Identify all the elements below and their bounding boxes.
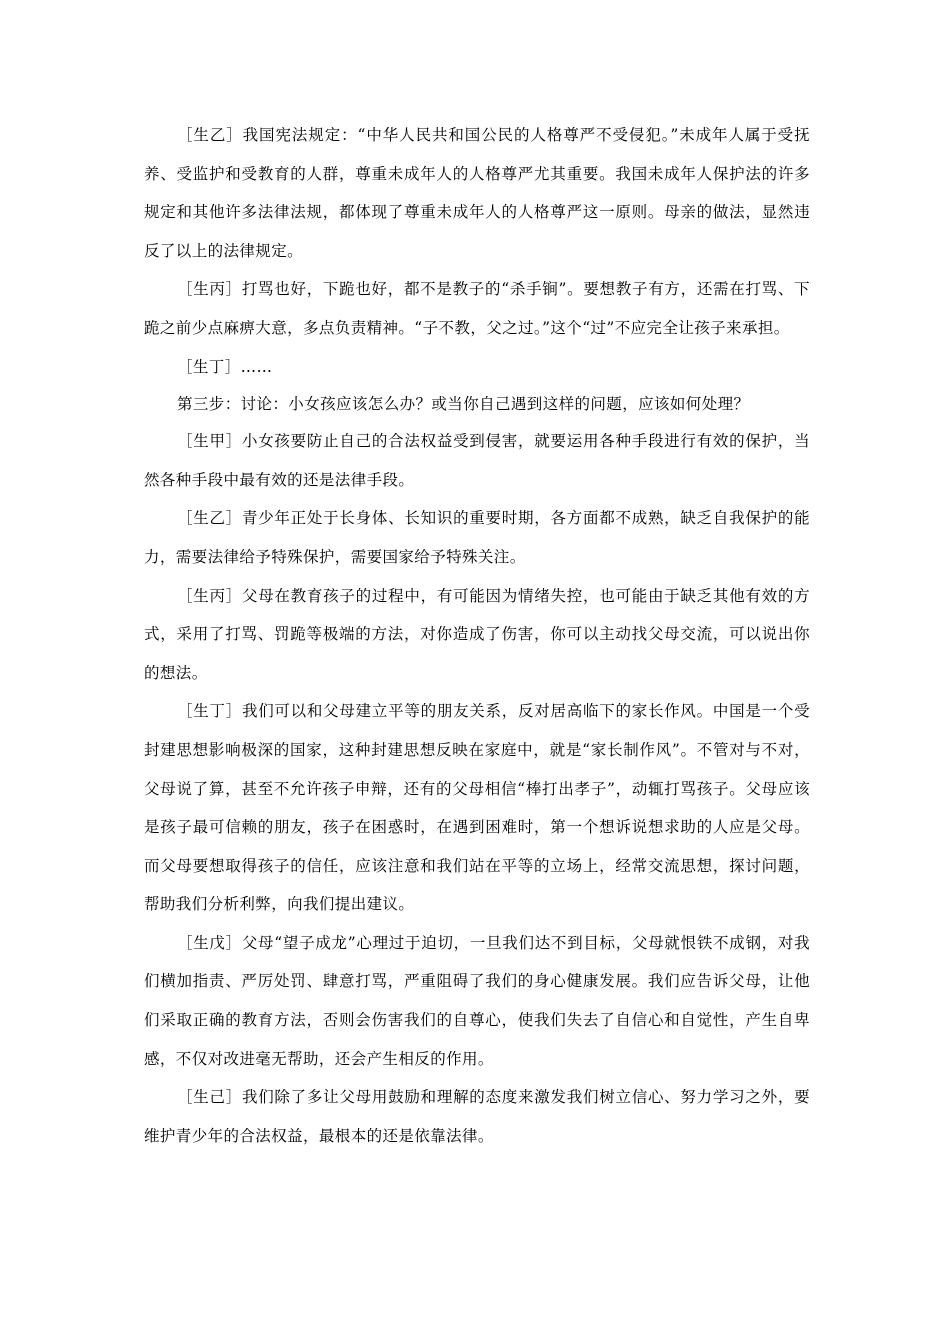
paragraph-sheng-yi-1: ［生乙］我国宪法规定：“中华人民共和国公民的人格尊严不受侵犯。”未成年人属于受抚养、受监护和受教育的人群，尊重未成年人的人格尊严尤其重要。我国未成年人保护法的许多规定和其他许多法律法规，都体现了尊重未成年人的人格尊严这一原则。母亲的做法，显然违反了以上的法律规定。	[144, 126, 810, 260]
paragraph-sheng-ding-1: ［生丁］……	[177, 357, 273, 376]
paragraph-sheng-bing-1: ［生丙］打骂也好，下跪也好，都不是教子的“杀手锏”。要想教子有方，还需在打骂、下跪之前少点麻痹大意，多点负责精神。“子不教，父之过。”这个“过”不应完全让孩子来承担。	[144, 280, 810, 337]
paragraph-sheng-bing-2: ［生丙］父母在教育孩子的过程中，有可能因为情绪失控，也可能由于缺乏其他有效的方式，采用了打骂、罚跪等极端的方法，对你造成了伤害，你可以主动找父母交流，可以说出你的想法。	[144, 586, 810, 682]
paragraph-sheng-wu: ［生戊］父母“望子成龙”心理过于迫切，一旦我们达不到目标，父母就恨铁不成钢，对我们横加指责、严厉处罚、肆意打骂，严重阻碍了我们的身心健康发展。我们应告诉父母，让他们采取正确的教育方法，否则会伤害我们的自尊心，使我们失去了自信心和自觉性，产生自卑感，不仅对改进毫无帮助，还会产生相反的作用。	[144, 933, 810, 1068]
document-body	[144, 116, 810, 1155]
paragraph-step-three: 第三步：讨论：小女孩应该怎么办？或当你自己遇到这样的问题，应该如何处理？	[177, 395, 750, 414]
paragraph-sheng-jia: ［生甲］小女孩要防止自己的合法权益受到侵害，就要运用各种手段进行有效的保护，当然各种手段中最有效的还是法律手段。	[144, 432, 810, 489]
paragraph-sheng-ji: ［生己］我们除了多让父母用鼓励和理解的态度来激发我们树立信心、努力学习之外，要维护青少年的合法权益，最根本的还是依靠法律。	[144, 1088, 810, 1145]
paragraph-sheng-yi-2: ［生乙］青少年正处于长身体、长知识的重要时期，各方面都不成熟，缺乏自我保护的能力，需要法律给予特殊保护，需要国家给予特殊关注。	[144, 509, 810, 566]
paragraph-sheng-ding-2: ［生丁］我们可以和父母建立平等的朋友关系，反对居高临下的家长作风。中国是一个受封建思想影响极深的国家，这种封建思想反映在家庭中，就是“家长制作风”。不管对与不对，父母说了算，甚至不允许孩子申辩，还有的父母相信“棒打出孝子”，动辄打骂孩子。父母应该是孩子最可信赖的朋友，孩子在困惑时，在遇到困难时，第一个想诉说想求助的人应是父母。而父母要想取得孩子的信任，应该注意和我们站在平等的立场上，经常交流思想，探讨问题，帮助我们分析利弊，向我们提出建议。	[144, 702, 810, 914]
